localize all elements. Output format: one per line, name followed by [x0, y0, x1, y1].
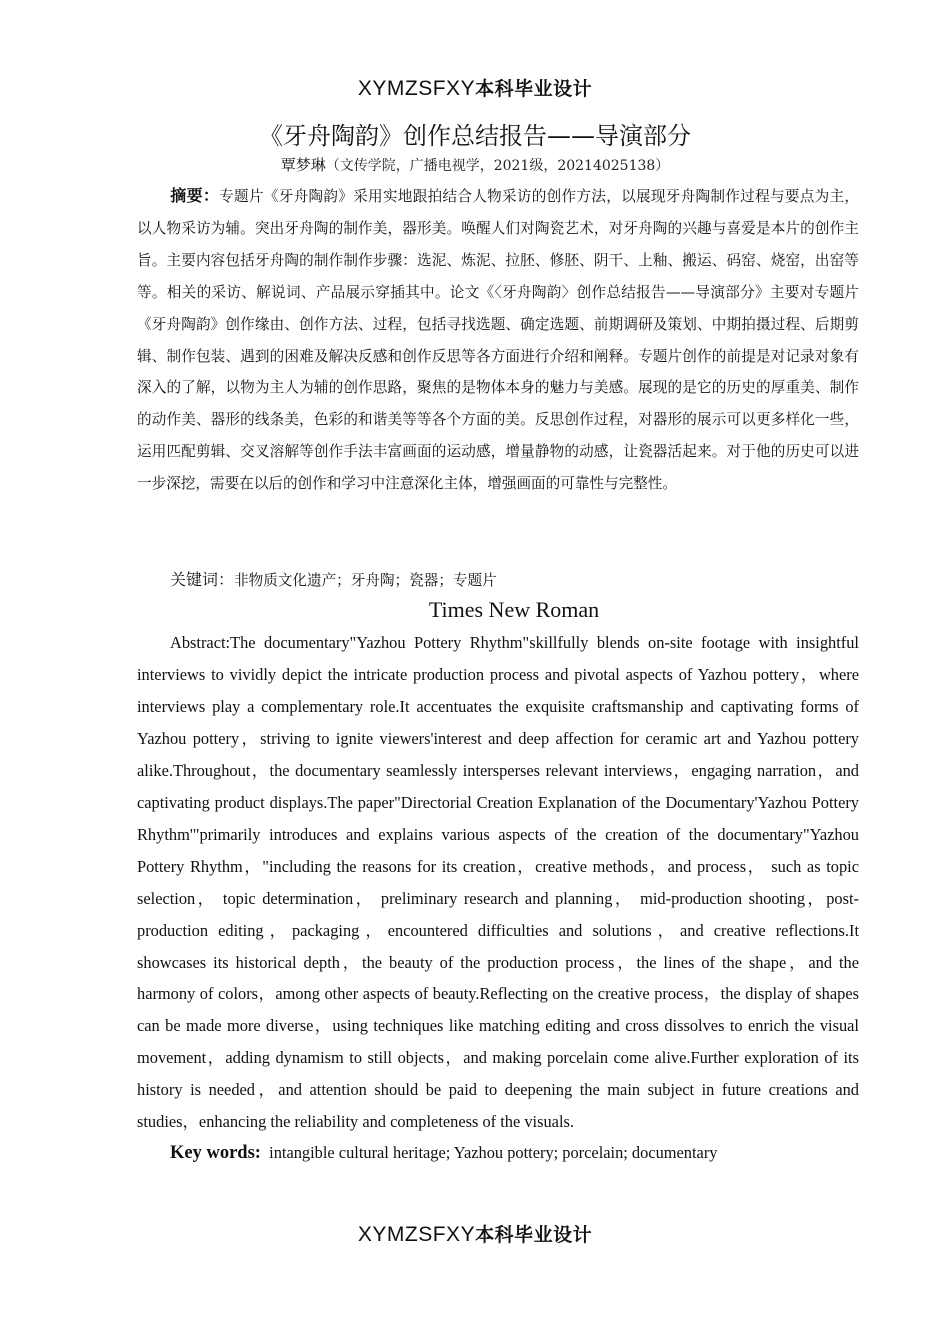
font-note: Times New Roman	[428, 597, 600, 622]
paper-title: 《牙舟陶韵》创作总结报告——导演部分	[259, 122, 691, 150]
footer-code: XYMZSFXY	[357, 1223, 476, 1246]
page-header	[0, 74, 950, 101]
author-name: 覃梦琳	[280, 156, 326, 174]
chinese-keywords	[137, 566, 859, 595]
english-keywords-label: Key words:	[170, 1143, 261, 1163]
footer-label: 本科毕业设计	[475, 1224, 593, 1246]
author-info: （文传学院，广播电视学，2021级，20214025138）	[325, 158, 670, 174]
header-code: XYMZSFXY	[357, 77, 476, 100]
chinese-abstract-label: 摘要：	[170, 186, 220, 205]
chinese-abstract-text: 专题片《牙舟陶韵》采用实地跟拍结合人物采访的创作方法，以展现牙舟陶制作过程与要点为主，以人物采访为辅。突出牙舟陶的制作美，器形美。唤醒人们对陶瓷艺术，对牙舟陶的兴趣与喜爱是本片的创作主旨。主要内容包括牙舟陶的制作制作步骤：选泥、炼泥、拉胚、修胚、阴干、上釉、搬运、码窑、烧窑，出窑等等。相关的采访、解说词、产品展示穿插其中。论文《〈牙舟陶韵〉创作总结报告——导演部分》主要对专题片《牙舟陶韵》创作缘由、创作方法、过程，包括寻找选题、确定选题、前期调研及策划、中期拍摄过程、后期剪辑、制作包装、遇到的困难及解决反感和创作反思等各方面进行介绍和阐释。专题片创作的前提是对记录对象有深入的了解，以物为主人为辅的创作思路，聚焦的是物体本身的魅力与美感。展现的是它的历史的厚重美、制作的动作美、器形的线条美，色彩的和谐美等等各个方面的美。反思创作过程，对器形的展示可以更多样化一些，运用匹配剪辑、交叉溶解等创作手法丰富画面的运动感，增量静物的动感，让瓷器活起来。对于他的历史可以进一步深挖，需要在以后的创作和学习中注意深化主体，增强画面的可靠性与完整性。	[137, 188, 859, 493]
chinese-keywords-text: 非物质文化遗产；牙舟陶；瓷器；专题片	[234, 572, 497, 589]
english-abstract: Abstract:The documentary"Yazhou Pottery Rhythm"skillfully blends on-site footage with insightful interviews to vividly depict the intricate production process and pivotal aspects of Yazhou pottery，where interviews play a complementary role.It accentuates the exquisite craftsmanship and captivating forms of Yazhou pottery，striving to ignite viewers'interest and deep affection for ceramic art and Yazhou pottery alike.Throughout，the documentary seamlessly intersperses relevant interviews，engaging narration，and captivating product displays.The paper"Directorial Creation Explanation of the Documentary'Yazhou Pottery Rhythm'"primarily introduces and explains various aspects of the creation of the documentary"Yazhou Pottery Rhythm，"including the reasons for its creation，creative methods，and process， such as topic selection， topic determination， preliminary research and planning， mid-production shooting，post-production editing，packaging，encountered difficulties and solutions，and creative reflections.It showcases its historical depth，the beauty of the production process，the lines of the shape，and the harmony of colors，among other aspects of beauty.Reflecting on the creative process，the display of shapes can be made more diverse，using techniques like matching editing and cross dissolves to enrich the visual movement，adding dynamism to still objects，and making porcelain come alive.Further exploration of its history is needed，and attention should be paid to deepening the main subject in future creations and studies，enhancing the reliability and completeness of the visuals.	[137, 633, 859, 1132]
author-line	[0, 154, 950, 175]
chinese-abstract	[137, 180, 859, 500]
english-keywords-text: intangible cultural heritage; Yazhou pottery; porcelain; documentary	[269, 1143, 718, 1162]
chinese-keywords-label: 关键词：	[170, 570, 235, 589]
english-keywords	[137, 1138, 859, 1168]
header-label: 本科毕业设计	[475, 78, 593, 100]
page-footer	[0, 1220, 950, 1247]
